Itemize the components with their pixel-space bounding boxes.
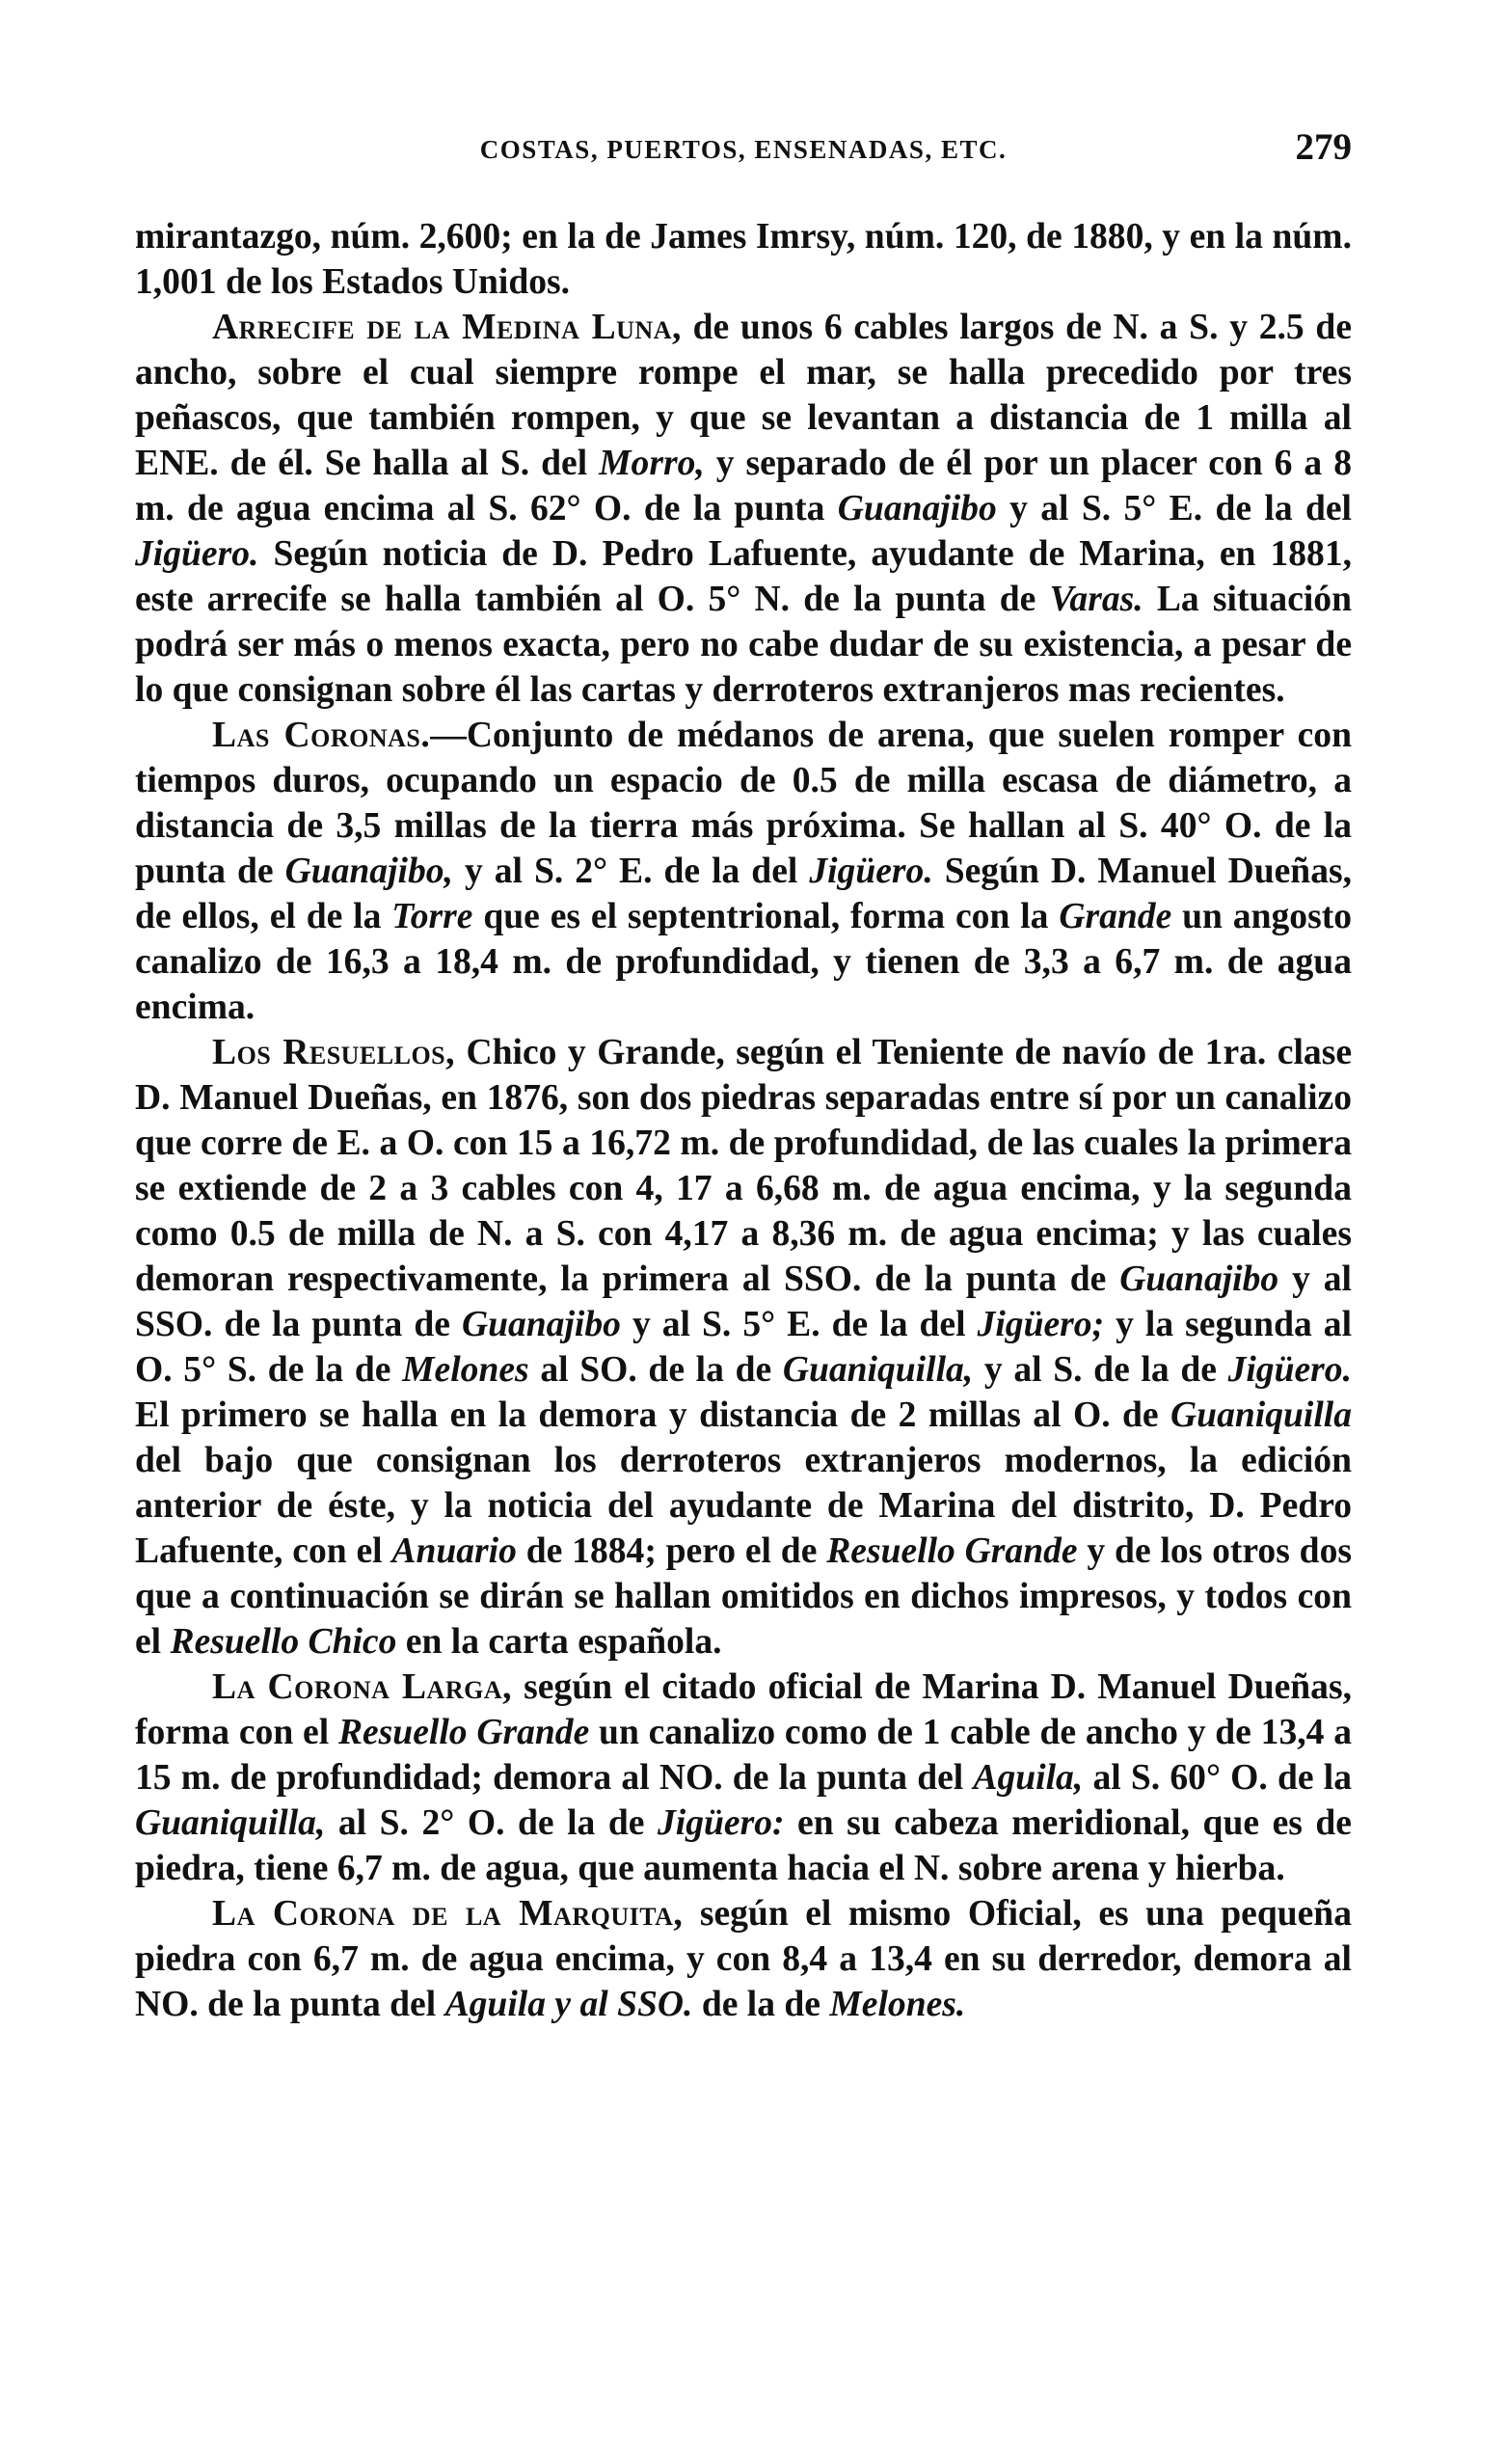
place-name: Grande [1059,897,1172,936]
page-number: 279 [1295,126,1352,168]
section-heading: Arrecife de la Medina Luna, [212,308,682,347]
place-name: Jigüero; [977,1305,1105,1344]
place-name: Guanajibo [837,489,997,528]
paragraph [135,1891,1352,2027]
text-run: que es el septentrional, forma con la [472,897,1060,936]
place-name: Resuello Grande [337,1713,590,1752]
paragraph [135,713,1352,1030]
place-name: Jigüero. [809,852,933,891]
section-heading: La Corona Larga, [212,1667,512,1707]
running-title: COSTAS, PUERTOS, ENSENADAS, ETC. [479,135,1008,164]
text-run: un canalizo como de 1 cable de ancho y de 13,4 a 15 m. de profundidad; demora al NO. de la punta del [135,1713,1352,1798]
place-name: Morro, [599,444,705,483]
place-name: Jigüero: [657,1803,785,1843]
text-run: El primero se halla en la demora y distancia de 2 millas al O. de [135,1395,1171,1435]
text-run: y al SSO. de la punta de [135,1259,1352,1344]
place-name: Guanajibo [1119,1259,1279,1299]
text-run: y al S. 5° E. de la del [996,489,1353,528]
paragraph [135,1030,1352,1665]
text-run: según el citado oficial de Marina D. Manuel Dueñas, forma con el [135,1667,1352,1752]
place-name: Aguila, [973,1758,1084,1798]
place-name: Torre [391,897,473,936]
text-run: y al S. 5° E. de la del [620,1305,978,1344]
section-heading: La Corona de la Marquita, [212,1894,684,1934]
text-run: en la carta española. [396,1622,722,1662]
text-run: al S. 60° O. de la [1083,1758,1352,1798]
text-run: y al S. 2° E. de la del [452,852,810,891]
text-run: y de los otros dos que a continuación se dirán se hallan omitidos en dichos impresos, y todos con el [135,1531,1352,1662]
place-name: Jigüero. [1227,1350,1352,1390]
text-run: La situación podrá ser más o menos exacta, pero no cabe dudar de su existencia, a pesar de lo que consignan sobre él las cartas y derroteros extranjeros mas recientes. [135,580,1352,710]
paragraph [135,1665,1352,1891]
text-run: y al S. de la de [973,1350,1228,1390]
text-run: al S. 2° O. de la de [325,1803,658,1843]
text-run: mirantazgo, núm. 2,600; en la de James Imrsy, núm. 120, de 1880, y en la núm. 1,001 de los Estados Unidos. [135,217,1352,302]
body-text [135,214,1352,2027]
place-name: Resuello Grande [826,1531,1078,1571]
place-name: Melones. [829,1985,966,2024]
place-name: Melones [402,1350,529,1390]
text-run: de unos 6 cables largos de N. a S. y 2.5 de ancho, sobre el cual siempre rompe el mar, se halla precedido por tres peñascos, que también rompen, y que se levantan a distancia de 1 milla al ENE. de él. Se halla al S. del [135,308,1352,483]
running-head [135,114,1352,181]
text-run: de la de [692,1985,830,2024]
text-run: Según D. Manuel Dueñas, de ellos, el de la [135,852,1353,936]
place-name: Guanajibo [461,1305,621,1344]
place-name: Jigüero. [135,534,259,574]
place-name: Anuario [391,1531,517,1571]
text-run: Según noticia de D. Pedro Lafuente, ayudante de Marina, en 1881, este arrecife se halla también al O. 5° N. de la punta de [135,534,1352,619]
text-run: según el mismo Oficial, es una pequeña piedra con 6,7 m. de agua encima, y con 8,4 a 13,4 en su derredor, demora al NO. de la punta del [135,1894,1352,2024]
place-name: Aguila y al SSO. [444,1985,693,2024]
text-run: —Conjunto de médanos de arena, que suelen romper con tiempos duros, ocupando un espacio de 0.5 de milla escasa de diámetro, a distancia de 3,5 millas de la tierra más próxima. Se hallan al S. 40° O. de la punta de [135,716,1352,891]
place-name: Guaniquilla, [135,1803,326,1843]
paragraph [135,214,1352,305]
text-run: y separado de él por un placer con 6 a 8 m. de agua encima al S. 62° O. de la punta [135,444,1352,528]
text-run: al SO. de la de [528,1350,783,1390]
text-run: en su cabeza meridional, que es de piedra, tiene 6,7 m. de agua, que aumenta hacia el N. sobre arena y hierba. [135,1803,1352,1888]
text-run: de 1884; pero el de [516,1531,827,1571]
paragraph [135,305,1352,713]
section-heading: Las Coronas. [212,716,431,755]
place-name: Guaniquilla, [782,1350,974,1390]
text-run: Chico y Grande, según el Teniente de navío de 1ra. clase D. Manuel Dueñas, en 1876, son dos piedras separadas entre sí por un canalizo que corre de E. a O. con 15 a 16,72 m. de profundidad, de las cuales la primera se extiende de 2 a 3 cables con 4, 17 a 6,68 m. de agua encima, y la segunda como 0.5 de milla de N. a S. con 4,17 a 8,36 m. de agua encima; y las cuales demoran respectivamente, la primera al SSO. de la punta de [135,1033,1352,1299]
place-name: Guanajibo, [284,852,453,891]
place-name: Varas. [1049,580,1143,619]
place-name: Guaniquilla [1170,1395,1352,1435]
section-heading: Los Resuellos, [212,1033,456,1072]
place-name: Resuello Chico [170,1622,397,1662]
text-run: del bajo que consignan los derroteros extranjeros modernos, la edición anterior de éste, y la noticia del ayudante de Marina del distrito, D. Pedro Lafuente, con el [135,1441,1352,1571]
text-run: y la segunda al O. 5° S. de la de [135,1305,1353,1390]
text-run: un angosto canalizo de 16,3 a 18,4 m. de profundidad, y tienen de 3,3 a 6,7 m. de agua encima. [135,897,1352,1027]
